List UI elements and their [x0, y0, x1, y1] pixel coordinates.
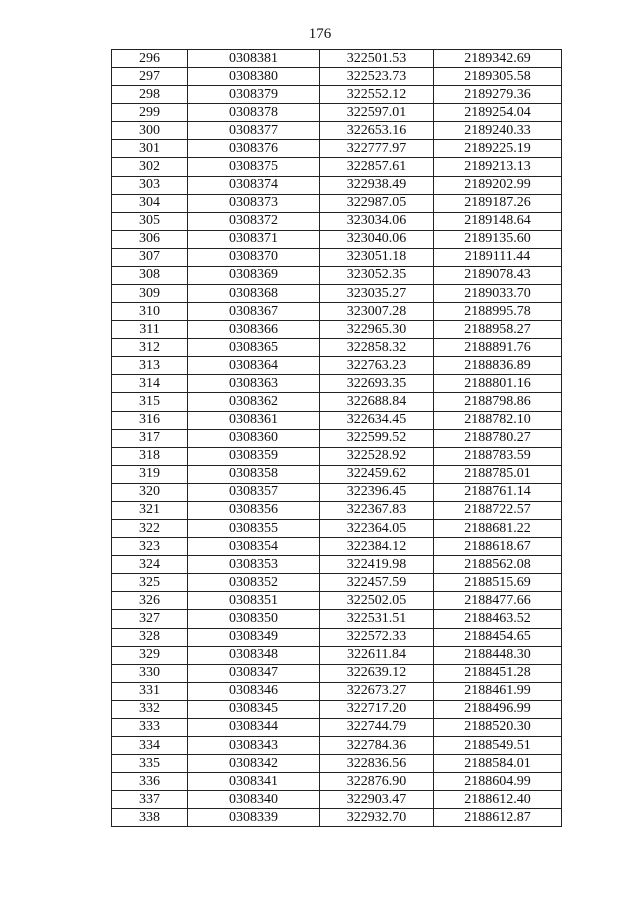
- point-number-cell: 317: [112, 429, 188, 447]
- table-row: [112, 809, 562, 827]
- table-row: [112, 176, 562, 194]
- x-coordinate-cell: 322501.53: [320, 50, 434, 68]
- point-number-cell: 310: [112, 303, 188, 321]
- table-row: [112, 483, 562, 501]
- y-coordinate-cell: 2188722.57: [434, 501, 562, 519]
- table-row: [112, 700, 562, 718]
- x-coordinate-cell: 322364.05: [320, 520, 434, 538]
- coordinates-table: [111, 49, 562, 827]
- y-coordinate-cell: 2188562.08: [434, 556, 562, 574]
- point-code-cell: 0308358: [188, 465, 320, 483]
- x-coordinate-cell: 322634.45: [320, 411, 434, 429]
- y-coordinate-cell: 2188782.10: [434, 411, 562, 429]
- point-code-cell: 0308366: [188, 321, 320, 339]
- table-row: [112, 538, 562, 556]
- point-number-cell: 298: [112, 86, 188, 104]
- point-number-cell: 329: [112, 646, 188, 664]
- point-number-cell: 318: [112, 447, 188, 465]
- point-code-cell: 0308373: [188, 194, 320, 212]
- x-coordinate-cell: 322777.97: [320, 140, 434, 158]
- y-coordinate-cell: 2189078.43: [434, 266, 562, 284]
- point-number-cell: 314: [112, 375, 188, 393]
- point-number-cell: 325: [112, 574, 188, 592]
- point-number-cell: 313: [112, 357, 188, 375]
- point-number-cell: 331: [112, 682, 188, 700]
- point-code-cell: 0308349: [188, 628, 320, 646]
- table-row: [112, 230, 562, 248]
- y-coordinate-cell: 2188761.14: [434, 483, 562, 501]
- point-code-cell: 0308359: [188, 447, 320, 465]
- table-row: [112, 212, 562, 230]
- table-row: [112, 610, 562, 628]
- point-code-cell: 0308363: [188, 375, 320, 393]
- x-coordinate-cell: 322528.92: [320, 447, 434, 465]
- x-coordinate-cell: 322858.32: [320, 339, 434, 357]
- point-number-cell: 296: [112, 50, 188, 68]
- point-number-cell: 322: [112, 520, 188, 538]
- x-coordinate-cell: 322876.90: [320, 773, 434, 791]
- table-row: [112, 68, 562, 86]
- x-coordinate-cell: 322552.12: [320, 86, 434, 104]
- point-number-cell: 307: [112, 248, 188, 266]
- x-coordinate-cell: 322459.62: [320, 465, 434, 483]
- table-row: [112, 86, 562, 104]
- point-code-cell: 0308360: [188, 429, 320, 447]
- point-code-cell: 0308374: [188, 176, 320, 194]
- point-number-cell: 332: [112, 700, 188, 718]
- y-coordinate-cell: 2188995.78: [434, 303, 562, 321]
- x-coordinate-cell: 323035.27: [320, 285, 434, 303]
- table-row: [112, 628, 562, 646]
- x-coordinate-cell: 322673.27: [320, 682, 434, 700]
- point-number-cell: 306: [112, 230, 188, 248]
- x-coordinate-cell: 322396.45: [320, 483, 434, 501]
- point-code-cell: 0308372: [188, 212, 320, 230]
- point-code-cell: 0308369: [188, 266, 320, 284]
- y-coordinate-cell: 2188783.59: [434, 447, 562, 465]
- point-code-cell: 0308375: [188, 158, 320, 176]
- point-code-cell: 0308371: [188, 230, 320, 248]
- y-coordinate-cell: 2189279.36: [434, 86, 562, 104]
- x-coordinate-cell: 322857.61: [320, 158, 434, 176]
- table-row: [112, 718, 562, 736]
- point-code-cell: 0308364: [188, 357, 320, 375]
- point-number-cell: 336: [112, 773, 188, 791]
- point-code-cell: 0308368: [188, 285, 320, 303]
- y-coordinate-cell: 2188584.01: [434, 755, 562, 773]
- point-code-cell: 0308344: [188, 718, 320, 736]
- table-row: [112, 411, 562, 429]
- point-number-cell: 315: [112, 393, 188, 411]
- y-coordinate-cell: 2188612.40: [434, 791, 562, 809]
- table-row: [112, 303, 562, 321]
- x-coordinate-cell: 322572.33: [320, 628, 434, 646]
- y-coordinate-cell: 2189202.99: [434, 176, 562, 194]
- table-row: [112, 321, 562, 339]
- table-row: [112, 556, 562, 574]
- x-coordinate-cell: 322531.51: [320, 610, 434, 628]
- point-number-cell: 309: [112, 285, 188, 303]
- point-number-cell: 311: [112, 321, 188, 339]
- x-coordinate-cell: 322836.56: [320, 755, 434, 773]
- table-row: [112, 664, 562, 682]
- point-number-cell: 328: [112, 628, 188, 646]
- table-row: [112, 104, 562, 122]
- table-row: [112, 447, 562, 465]
- point-code-cell: 0308367: [188, 303, 320, 321]
- x-coordinate-cell: 322938.49: [320, 176, 434, 194]
- point-code-cell: 0308379: [188, 86, 320, 104]
- x-coordinate-cell: 322611.84: [320, 646, 434, 664]
- point-code-cell: 0308348: [188, 646, 320, 664]
- point-number-cell: 330: [112, 664, 188, 682]
- x-coordinate-cell: 322384.12: [320, 538, 434, 556]
- y-coordinate-cell: 2188836.89: [434, 357, 562, 375]
- point-number-cell: 299: [112, 104, 188, 122]
- x-coordinate-cell: 323040.06: [320, 230, 434, 248]
- point-number-cell: 305: [112, 212, 188, 230]
- point-number-cell: 324: [112, 556, 188, 574]
- x-coordinate-cell: 323052.35: [320, 266, 434, 284]
- table-row: [112, 520, 562, 538]
- table-row: [112, 122, 562, 140]
- x-coordinate-cell: 322457.59: [320, 574, 434, 592]
- y-coordinate-cell: 2188604.99: [434, 773, 562, 791]
- table-row: [112, 682, 562, 700]
- y-coordinate-cell: 2189305.58: [434, 68, 562, 86]
- x-coordinate-cell: 323034.06: [320, 212, 434, 230]
- point-number-cell: 297: [112, 68, 188, 86]
- y-coordinate-cell: 2188451.28: [434, 664, 562, 682]
- point-code-cell: 0308357: [188, 483, 320, 501]
- point-number-cell: 300: [112, 122, 188, 140]
- x-coordinate-cell: 322419.98: [320, 556, 434, 574]
- x-coordinate-cell: 323007.28: [320, 303, 434, 321]
- x-coordinate-cell: 322523.73: [320, 68, 434, 86]
- table-row: [112, 773, 562, 791]
- y-coordinate-cell: 2188798.86: [434, 393, 562, 411]
- y-coordinate-cell: 2189213.13: [434, 158, 562, 176]
- point-code-cell: 0308356: [188, 501, 320, 519]
- point-number-cell: 334: [112, 736, 188, 754]
- point-code-cell: 0308376: [188, 140, 320, 158]
- point-number-cell: 319: [112, 465, 188, 483]
- y-coordinate-cell: 2189240.33: [434, 122, 562, 140]
- x-coordinate-cell: 322599.52: [320, 429, 434, 447]
- x-coordinate-cell: 322903.47: [320, 791, 434, 809]
- table-row: [112, 465, 562, 483]
- y-coordinate-cell: 2188477.66: [434, 592, 562, 610]
- point-code-cell: 0308362: [188, 393, 320, 411]
- table-row: [112, 791, 562, 809]
- point-number-cell: 335: [112, 755, 188, 773]
- x-coordinate-cell: 322688.84: [320, 393, 434, 411]
- point-code-cell: 0308347: [188, 664, 320, 682]
- point-number-cell: 302: [112, 158, 188, 176]
- y-coordinate-cell: 2189187.26: [434, 194, 562, 212]
- x-coordinate-cell: 322653.16: [320, 122, 434, 140]
- table-row: [112, 393, 562, 411]
- point-code-cell: 0308340: [188, 791, 320, 809]
- table-row: [112, 592, 562, 610]
- table-row: [112, 574, 562, 592]
- table-row: [112, 339, 562, 357]
- x-coordinate-cell: 322639.12: [320, 664, 434, 682]
- table-row: [112, 285, 562, 303]
- point-code-cell: 0308381: [188, 50, 320, 68]
- x-coordinate-cell: 323051.18: [320, 248, 434, 266]
- y-coordinate-cell: 2188496.99: [434, 700, 562, 718]
- table-row: [112, 194, 562, 212]
- y-coordinate-cell: 2189033.70: [434, 285, 562, 303]
- y-coordinate-cell: 2189254.04: [434, 104, 562, 122]
- point-number-cell: 337: [112, 791, 188, 809]
- table-row: [112, 736, 562, 754]
- table-row: [112, 140, 562, 158]
- table-row: [112, 50, 562, 68]
- x-coordinate-cell: 322367.83: [320, 501, 434, 519]
- point-code-cell: 0308377: [188, 122, 320, 140]
- point-number-cell: 320: [112, 483, 188, 501]
- point-code-cell: 0308341: [188, 773, 320, 791]
- x-coordinate-cell: 322502.05: [320, 592, 434, 610]
- point-number-cell: 326: [112, 592, 188, 610]
- y-coordinate-cell: 2188681.22: [434, 520, 562, 538]
- table-row: [112, 646, 562, 664]
- y-coordinate-cell: 2188618.67: [434, 538, 562, 556]
- x-coordinate-cell: 322932.70: [320, 809, 434, 827]
- table-row: [112, 501, 562, 519]
- table-row: [112, 248, 562, 266]
- x-coordinate-cell: 322965.30: [320, 321, 434, 339]
- point-code-cell: 0308339: [188, 809, 320, 827]
- y-coordinate-cell: 2189135.60: [434, 230, 562, 248]
- coordinates-table-body: [112, 50, 562, 827]
- point-code-cell: 0308352: [188, 574, 320, 592]
- point-code-cell: 0308361: [188, 411, 320, 429]
- point-number-cell: 333: [112, 718, 188, 736]
- point-code-cell: 0308342: [188, 755, 320, 773]
- point-number-cell: 301: [112, 140, 188, 158]
- table-row: [112, 266, 562, 284]
- point-number-cell: 316: [112, 411, 188, 429]
- point-number-cell: 338: [112, 809, 188, 827]
- y-coordinate-cell: 2188785.01: [434, 465, 562, 483]
- x-coordinate-cell: 322744.79: [320, 718, 434, 736]
- point-number-cell: 303: [112, 176, 188, 194]
- point-number-cell: 308: [112, 266, 188, 284]
- y-coordinate-cell: 2188515.69: [434, 574, 562, 592]
- point-number-cell: 321: [112, 501, 188, 519]
- table-row: [112, 158, 562, 176]
- table-row: [112, 357, 562, 375]
- point-code-cell: 0308350: [188, 610, 320, 628]
- y-coordinate-cell: 2188520.30: [434, 718, 562, 736]
- point-number-cell: 323: [112, 538, 188, 556]
- y-coordinate-cell: 2189342.69: [434, 50, 562, 68]
- y-coordinate-cell: 2188958.27: [434, 321, 562, 339]
- table-row: [112, 755, 562, 773]
- point-code-cell: 0308365: [188, 339, 320, 357]
- point-code-cell: 0308378: [188, 104, 320, 122]
- x-coordinate-cell: 322987.05: [320, 194, 434, 212]
- y-coordinate-cell: 2189225.19: [434, 140, 562, 158]
- y-coordinate-cell: 2188801.16: [434, 375, 562, 393]
- page-number: 176: [308, 26, 332, 42]
- y-coordinate-cell: 2188891.76: [434, 339, 562, 357]
- table-row: [112, 375, 562, 393]
- point-code-cell: 0308370: [188, 248, 320, 266]
- y-coordinate-cell: 2188463.52: [434, 610, 562, 628]
- point-code-cell: 0308355: [188, 520, 320, 538]
- point-code-cell: 0308354: [188, 538, 320, 556]
- point-code-cell: 0308380: [188, 68, 320, 86]
- point-code-cell: 0308351: [188, 592, 320, 610]
- y-coordinate-cell: 2188549.51: [434, 736, 562, 754]
- x-coordinate-cell: 322784.36: [320, 736, 434, 754]
- point-code-cell: 0308353: [188, 556, 320, 574]
- y-coordinate-cell: 2188448.30: [434, 646, 562, 664]
- y-coordinate-cell: 2188780.27: [434, 429, 562, 447]
- point-code-cell: 0308345: [188, 700, 320, 718]
- point-number-cell: 312: [112, 339, 188, 357]
- point-number-cell: 327: [112, 610, 188, 628]
- y-coordinate-cell: 2189148.64: [434, 212, 562, 230]
- point-code-cell: 0308343: [188, 736, 320, 754]
- x-coordinate-cell: 322693.35: [320, 375, 434, 393]
- y-coordinate-cell: 2188461.99: [434, 682, 562, 700]
- x-coordinate-cell: 322763.23: [320, 357, 434, 375]
- y-coordinate-cell: 2188454.65: [434, 628, 562, 646]
- point-code-cell: 0308346: [188, 682, 320, 700]
- x-coordinate-cell: 322717.20: [320, 700, 434, 718]
- y-coordinate-cell: 2188612.87: [434, 809, 562, 827]
- y-coordinate-cell: 2189111.44: [434, 248, 562, 266]
- point-number-cell: 304: [112, 194, 188, 212]
- table-row: [112, 429, 562, 447]
- x-coordinate-cell: 322597.01: [320, 104, 434, 122]
